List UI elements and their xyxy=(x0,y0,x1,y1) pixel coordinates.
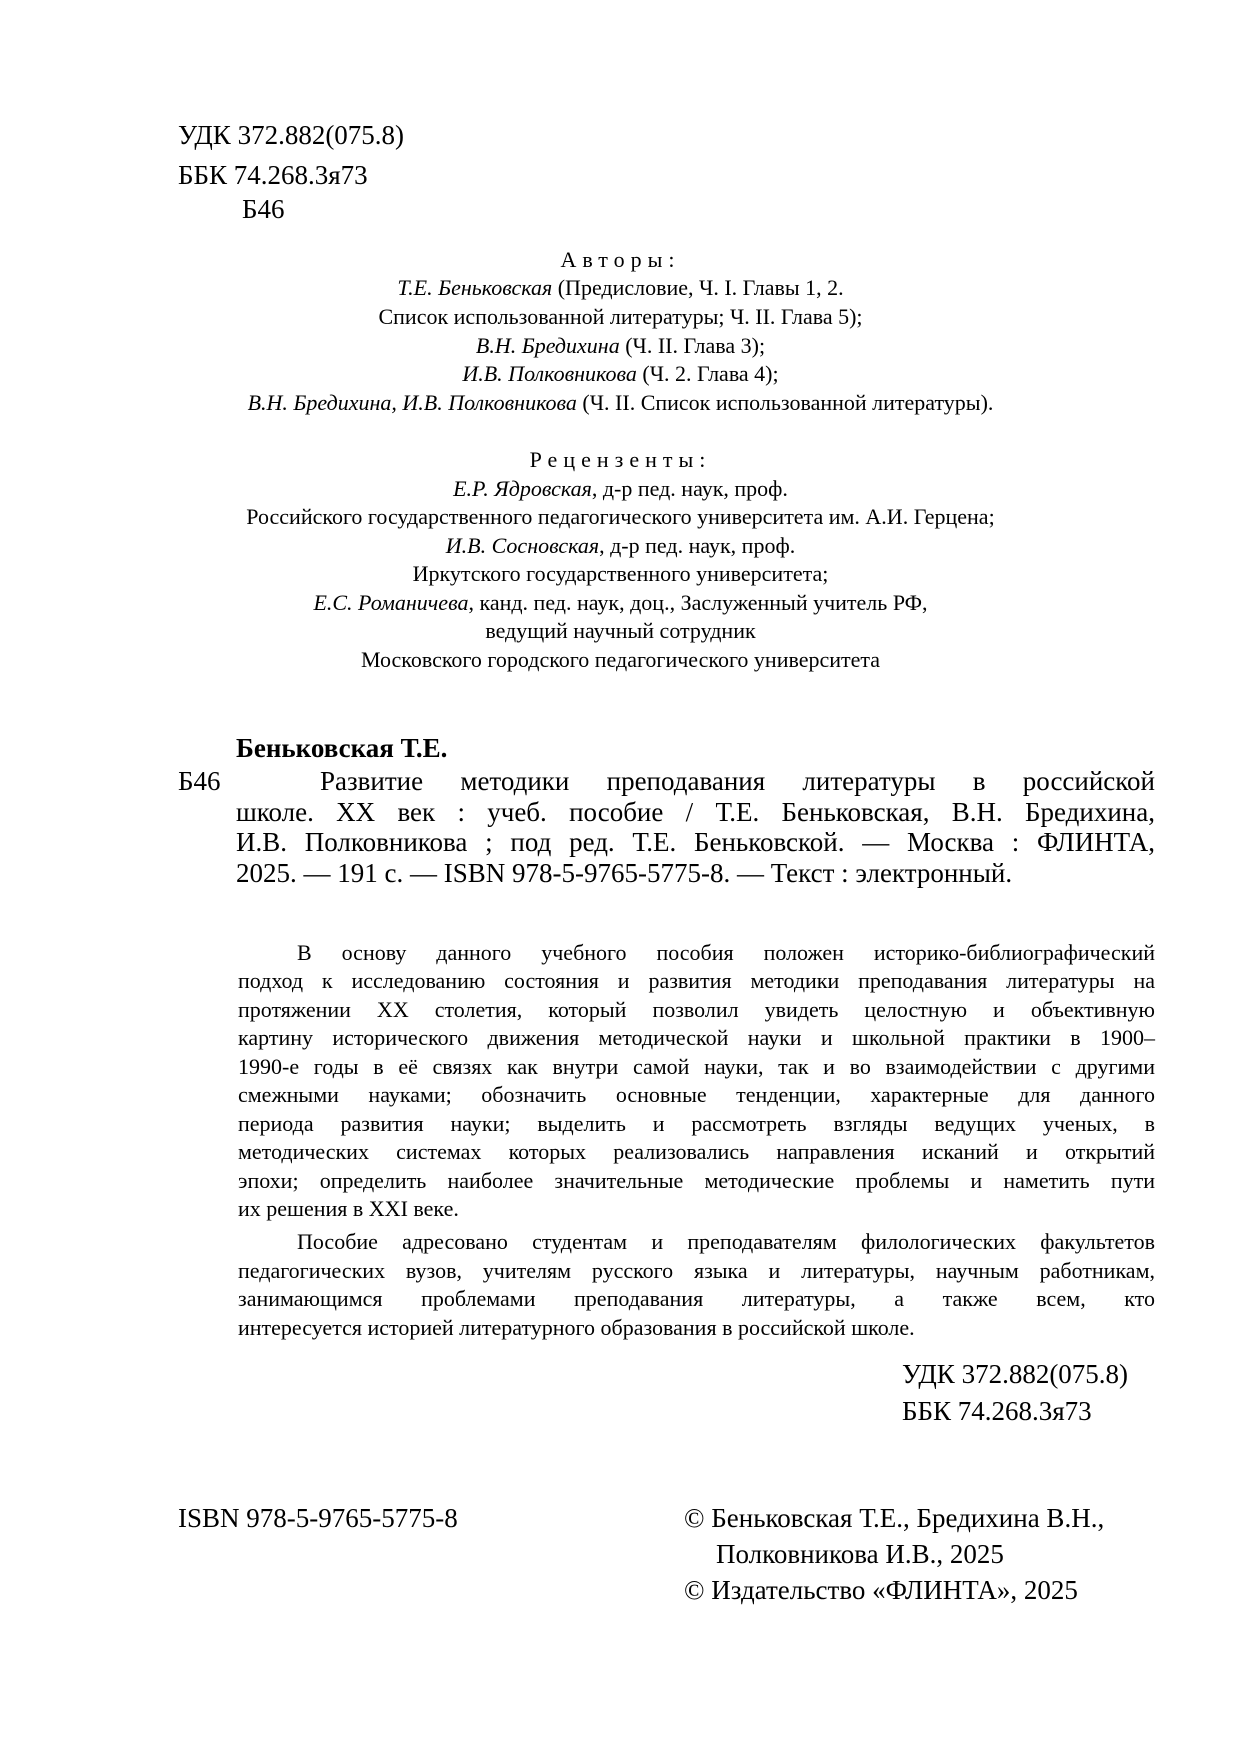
annotation-line: занимающимся проблемами преподавания литературы, а также всем, кто xyxy=(238,1286,1155,1311)
authors-heading: Авторы: xyxy=(560,247,681,272)
reviewer-name: И.В. Сосновская xyxy=(445,533,600,558)
annotation-line: смежными науками; обозначить основные тенденции, характерные для данного xyxy=(238,1082,1155,1107)
reviewer-line xyxy=(0,646,1241,673)
annotation-line: их решения в XXI веке. xyxy=(238,1196,459,1221)
author-contribution: Список использованной литературы; Ч. II. Глава 5); xyxy=(378,304,863,329)
annotation-line: протяжении XX столетия, который позволил увидеть целостную и объективную xyxy=(238,997,1155,1022)
author-line xyxy=(0,332,1241,359)
annotation-line: методических системах которых реализовались направления исканий и открытий xyxy=(238,1139,1155,1164)
record-line: школе. XX век : учеб. пособие / Т.Е. Беньковская, В.Н. Бредихина, xyxy=(236,797,1155,827)
reviewer-details: ведущий научный сотрудник xyxy=(485,618,756,643)
annotation-line: педагогических вузов, учителям русского языка и литературы, научным работникам, xyxy=(238,1258,1155,1283)
reviewer-line xyxy=(0,589,1241,616)
author-name: В.Н. Бредихина xyxy=(475,333,620,358)
annotation-line: В основу данного учебного пособия положен историко-библиографический xyxy=(297,940,1155,965)
author-line xyxy=(0,274,1241,301)
annotation-line: интересуется историей литературного образования в российской школе. xyxy=(238,1315,915,1340)
reviewer-line xyxy=(0,503,1241,530)
reviewer-line xyxy=(0,560,1241,587)
record-author-heading: Беньковская Т.Е. xyxy=(236,733,448,763)
author-contribution: (Предисловие, Ч. I. Главы 1, 2. xyxy=(552,275,844,300)
author-contribution: (Ч. 2. Глава 4); xyxy=(636,361,779,386)
annotation-line: 1990-е годы в её связях как внутри самой науки, так и во взаимодействии с другими xyxy=(238,1054,1155,1079)
bbk-code: ББК 74.268.3я73 xyxy=(178,160,368,190)
reviewer-details: Иркутского государственного университета; xyxy=(412,561,829,586)
reviewer-details: Российского государственного педагогического университета им. А.И. Герцена; xyxy=(246,504,995,529)
reviewer-name: Е.С. Романичева xyxy=(313,590,469,615)
record-line: 2025. — 191 с. — ISBN 978-5-9765-5775-8. — Текст : электронный. xyxy=(236,858,1013,888)
copyright-line: © Издательство «ФЛИНТА», 2025 xyxy=(684,1575,1078,1605)
author-contribution: (Ч. II. Список использованной литературы). xyxy=(576,390,994,415)
udk-code: УДК 372.882(075.8) xyxy=(178,120,405,150)
reviewer-name: Е.Р. Ядровская xyxy=(453,476,592,501)
author-line xyxy=(0,360,1241,387)
copyright-line: Полковникова И.В., 2025 xyxy=(716,1539,1004,1569)
author-name: И.В. Полковникова xyxy=(462,361,637,386)
reviewer-line xyxy=(0,475,1241,502)
author-name: Т.Е. Беньковская xyxy=(397,275,553,300)
record-mark: Б46 xyxy=(178,766,221,796)
author-line xyxy=(0,303,1241,330)
annotation-line: подход к исследованию состояния и развития методики преподавания литературы на xyxy=(238,968,1155,993)
reviewer-details: , д-р пед. наук, проф. xyxy=(599,533,796,558)
reviewer-line xyxy=(0,617,1241,644)
reviewer-line xyxy=(0,532,1241,559)
author-contribution: (Ч. II. Глава 3); xyxy=(619,333,766,358)
footer-udk-code: УДК 372.882(075.8) xyxy=(902,1359,1129,1389)
reviewer-details: , д-р пед. наук, проф. xyxy=(591,476,788,501)
record-line: И.В. Полковникова ; под ред. Т.Е. Беньковской. — Москва : ФЛИНТА, xyxy=(236,827,1155,857)
annotation-line: эпохи; определить наиболее значительные методические проблемы и наметить пути xyxy=(238,1168,1155,1193)
reviewers-heading: Рецензенты: xyxy=(529,447,712,472)
annotation-line: картину исторического движения методической науки и школьной практики в 1900– xyxy=(238,1025,1155,1050)
author-line xyxy=(0,389,1241,416)
annotation-line: Пособие адресовано студентам и преподавателям филологических факультетов xyxy=(297,1229,1155,1254)
author-mark: Б46 xyxy=(242,194,285,224)
reviewer-details: Московского городского педагогического университета xyxy=(360,647,881,672)
footer-bbk-code: ББК 74.268.3я73 xyxy=(902,1396,1092,1426)
copyright-line: © Беньковская Т.Е., Бредихина В.Н., xyxy=(684,1503,1105,1533)
isbn: ISBN 978-5-9765-5775-8 xyxy=(178,1503,458,1533)
author-name: В.Н. Бредихина, И.В. Полковникова xyxy=(247,390,577,415)
annotation-line: периода развития науки; выделить и рассмотреть взгляды ведущих ученых, в xyxy=(238,1111,1155,1136)
record-line: Развитие методики преподавания литературы в российской xyxy=(320,766,1155,796)
reviewer-details: , канд. пед. наук, доц., Заслуженный учитель РФ, xyxy=(468,590,928,615)
